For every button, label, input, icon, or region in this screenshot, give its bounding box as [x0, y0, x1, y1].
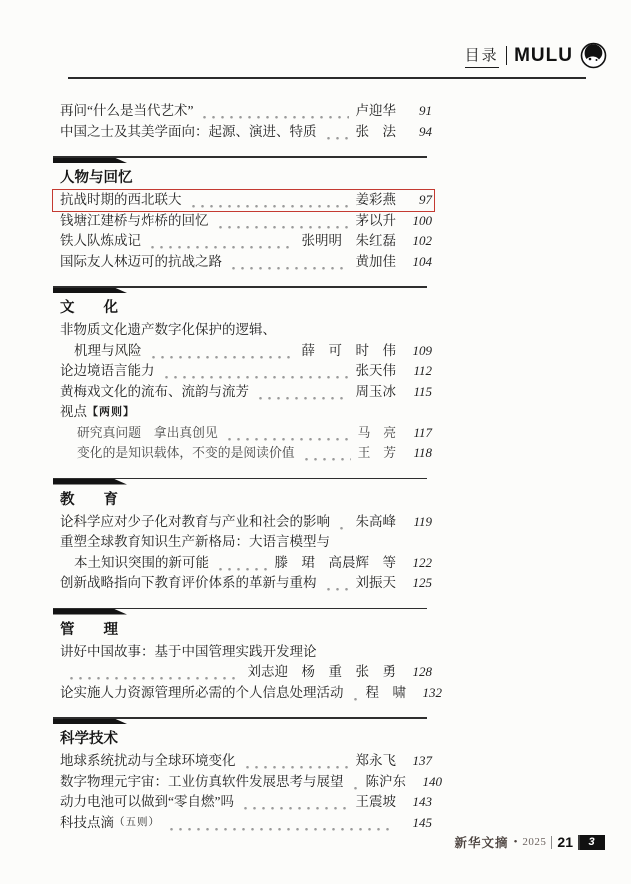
- dot-leader: [147, 341, 295, 362]
- entry-authors: 滕 珺 高晨辉 等: [274, 554, 396, 570]
- entry-authors: 刘志迎 杨 重 张 勇: [247, 664, 396, 679]
- toc-entry[interactable]: [60, 813, 432, 834]
- dot-leader: [335, 512, 349, 533]
- toc-entry-line2[interactable]: [60, 553, 432, 574]
- entry-page-number: 115: [413, 383, 432, 399]
- entry-page-number: 143: [412, 794, 432, 809]
- magazine-name: 新华文摘: [454, 836, 509, 850]
- toc-entry[interactable]: [60, 231, 432, 252]
- divider-thin-rule: [53, 478, 427, 480]
- entry-page-number: 91: [419, 103, 432, 118]
- entry-title: 创新战略指向下教育评价体系的革新与重构: [60, 575, 317, 590]
- page-header: [465, 42, 607, 69]
- entry-authors: 郑永飞: [355, 753, 396, 768]
- divider-thin-rule: [53, 717, 427, 719]
- section-divider: [53, 478, 427, 485]
- toc-entry[interactable]: [60, 573, 432, 594]
- subsection-count-note: 【两则】: [87, 406, 135, 418]
- dot-leader: [146, 231, 295, 252]
- entry-page-number: 100: [412, 212, 432, 228]
- divider-thin-rule: [53, 156, 427, 158]
- dot-leader: [65, 662, 241, 683]
- entry-authors: 程 啸: [365, 684, 406, 700]
- footer-page-number: 3: [588, 836, 595, 848]
- dot-leader: [300, 443, 351, 464]
- entry-title: 论实施人力资源管理所必需的个人信息处理活动: [60, 684, 344, 700]
- entry-page-number: 109: [412, 342, 432, 358]
- toc-entry-line1[interactable]: [60, 532, 432, 553]
- toc-entry[interactable]: [60, 101, 432, 122]
- section-heading-education: 教 育: [60, 491, 118, 508]
- entry-authors: 周玉冰: [355, 383, 396, 399]
- footer-year: 2025: [522, 836, 547, 848]
- dot-leader: [227, 252, 349, 273]
- dot-leader: [223, 423, 351, 444]
- entry-page-number: 122: [412, 554, 432, 570]
- dot-leader: [254, 382, 349, 403]
- entry-page-number: 145: [412, 814, 432, 830]
- dot-leader: [214, 553, 268, 574]
- entry-authors: 张明明 朱红磊: [301, 233, 396, 248]
- section-heading-management: 管 理: [60, 621, 118, 638]
- toc-entry[interactable]: [60, 361, 432, 382]
- section-divider: [53, 286, 427, 293]
- toc-subsection-heading: [60, 402, 432, 423]
- entry-title: 数字物理元宇宙：工业仿真软件发展思考与展望: [60, 773, 344, 789]
- toc-entry-line2[interactable]: [60, 662, 432, 683]
- entry-title: 非物质文化遗产数字化保护的逻辑、: [60, 322, 276, 337]
- panda-logo-icon: [580, 42, 607, 69]
- dot-leader: [160, 361, 349, 382]
- toc-entry[interactable]: [60, 751, 432, 772]
- entry-authors: 马 亮: [357, 425, 396, 440]
- entry-title: 重塑全球教育知识生产新格局：大语言模型与: [60, 534, 330, 549]
- section-divider: [53, 156, 427, 163]
- entry-title-continued: 机理与风险: [74, 342, 142, 358]
- entry-authors: 王震坡: [355, 794, 396, 809]
- toc-entry-line1[interactable]: [60, 642, 432, 663]
- page-footer: [455, 833, 605, 851]
- dot-leader: [187, 190, 349, 211]
- footer-separator-dot: •: [513, 836, 518, 848]
- dot-leader: [165, 813, 391, 834]
- section-divider: [53, 717, 427, 724]
- dot-leader: [349, 683, 359, 704]
- entry-title: 论科学应对少子化对教育与产业和社会的影响: [60, 513, 330, 529]
- dot-leader: [322, 122, 349, 143]
- entry-title: 中国之士及其美学面向：起源、演进、特质: [60, 123, 317, 139]
- entry-title: 再问“什么是当代艺术”: [60, 103, 194, 118]
- entry-count-note: （五则）: [114, 816, 160, 828]
- entry-authors: 薛 可 时 伟: [301, 342, 396, 358]
- entry-page-number: 128: [412, 664, 432, 679]
- divider-thin-rule: [53, 286, 427, 288]
- entry-title: 科技点滴: [60, 814, 114, 830]
- entry-title: 国际友人林迈可的抗战之路: [60, 253, 222, 269]
- toc-entry[interactable]: [60, 252, 432, 273]
- entry-page-number: 137: [412, 753, 432, 768]
- table-of-contents: [60, 101, 442, 833]
- toc-entry[interactable]: [60, 792, 432, 813]
- entry-authors: 刘振天: [355, 575, 396, 590]
- entry-title: 黄梅戏文化的流布、流韵与流芳: [60, 383, 249, 399]
- entry-page-number: 140: [422, 773, 442, 789]
- entry-page-number: 132: [422, 684, 442, 700]
- entry-title: 钱塘江建桥与炸桥的回忆: [60, 212, 209, 228]
- dot-leader: [239, 792, 349, 813]
- toc-subentry[interactable]: [60, 423, 432, 444]
- toc-entry[interactable]: [60, 512, 432, 533]
- section-heading-culture: 文 化: [60, 300, 118, 316]
- entry-title-continued: 本土知识突围的新可能: [74, 554, 209, 570]
- entry-authors: 黄加佳: [355, 253, 396, 269]
- dot-leader: [214, 211, 349, 232]
- toc-entry[interactable]: [60, 382, 432, 403]
- entry-title: 铁人队炼成记: [60, 233, 141, 248]
- entry-title: 动力电池可以做到“零自燃”吗: [60, 794, 234, 809]
- entry-title: 研究真问题 拿出真创见: [77, 425, 218, 440]
- entry-page-number: 117: [413, 424, 432, 440]
- toc-entry-highlighted[interactable]: [60, 190, 432, 211]
- entry-authors: 茅以升: [355, 212, 396, 228]
- entry-page-number: 118: [413, 445, 432, 460]
- toc-subentry[interactable]: [60, 443, 432, 464]
- divider-thin-rule: [53, 608, 427, 610]
- toc-title-pinyin: MULU: [514, 44, 573, 66]
- dot-leader: [241, 751, 349, 772]
- entry-title: 抗战时期的西北联大: [60, 192, 182, 207]
- entry-authors: 姜彩燕: [355, 192, 396, 207]
- header-divider-bar: [506, 46, 508, 65]
- section-divider: [53, 608, 427, 615]
- footer-divider-bar: [551, 836, 552, 849]
- toc-entry[interactable]: [60, 211, 432, 232]
- toc-entry-line2[interactable]: [60, 341, 432, 362]
- entry-title: 地球系统扰动与全球环境变化: [60, 753, 236, 768]
- entry-authors: 王 芳: [357, 446, 396, 460]
- entry-title: 论边境语言能力: [60, 363, 155, 378]
- subsection-title: 视点: [60, 404, 87, 419]
- toc-entry[interactable]: [60, 772, 442, 793]
- entry-page-number: 97: [419, 192, 432, 207]
- entry-page-number: 102: [412, 233, 432, 248]
- entry-title: 变化的是知识载体，不变的是阅读价值: [77, 446, 295, 460]
- section-heading-science-technology: 科学技术: [60, 731, 118, 747]
- entry-authors: 卢迎华: [355, 103, 396, 118]
- toc-entry-line1[interactable]: [60, 320, 432, 341]
- entry-title: 讲好中国故事：基于中国管理实践开发理论: [60, 643, 317, 659]
- entry-page-number: 104: [412, 253, 432, 269]
- entry-page-number: 94: [419, 123, 432, 139]
- footer-issue-number: 21: [557, 834, 573, 850]
- entry-page-number: 112: [413, 363, 432, 378]
- entry-authors: 朱高峰: [355, 513, 396, 529]
- toc-title-chinese: 目录: [465, 44, 499, 68]
- footer-page-number-box: [578, 835, 605, 850]
- section-heading-people-memories: 人物与回忆: [60, 170, 133, 186]
- dot-leader: [322, 573, 349, 594]
- entry-page-number: 119: [413, 513, 432, 529]
- entry-authors: 陈沪东: [365, 773, 406, 789]
- toc-entry[interactable]: [60, 122, 432, 143]
- dot-leader: [349, 772, 359, 793]
- dot-leader: [198, 101, 348, 122]
- entry-authors: 张 法: [355, 123, 396, 139]
- header-rule: [68, 77, 586, 79]
- toc-entry[interactable]: [60, 683, 442, 704]
- entry-authors: 张天伟: [355, 363, 396, 378]
- entry-page-number: 125: [412, 575, 432, 590]
